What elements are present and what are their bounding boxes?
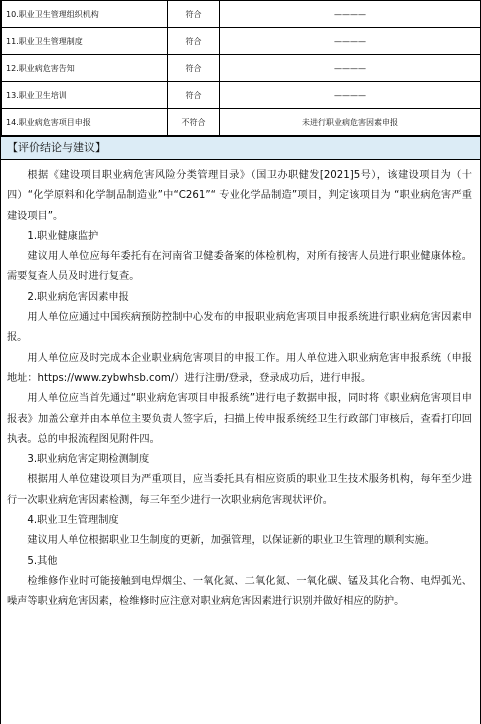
heading-health-monitoring: 1.职业健康监护: [27, 230, 99, 242]
section-header: 【评价结论与建议】: [1, 136, 480, 160]
note-cell: 未进行职业病危害因素申报: [220, 109, 481, 136]
intro-paragraph: 根据《建设项目职业病危害风险分类管理目录》（国卫办职健发[2021]5号），该建设项目为（十四）“化学原料和化学制品制造业”中“C261”“ 专业化学品制造”项目，判定该项目为 “职业病危害严重建设项目”。: [7, 170, 472, 222]
table-row: [2, 82, 481, 109]
item-name-cell: 10.职业卫生管理组织机构: [2, 1, 168, 28]
heading-periodic-testing: 3.职业病危害定期检测制度: [27, 454, 150, 466]
result-cell: 符合: [168, 55, 220, 82]
item-name-cell: 13.职业卫生培训: [2, 82, 168, 109]
paragraph-declaration-timely: 用人单位应及时完成本企业职业病危害项目的申报工作。用人单位进入职业病危害申报系统（申报地址：https://www.zybwhsb.com/）进行注册/登录，登录成功后，进行申报。: [7, 352, 472, 384]
heading-hazard-declaration: 2.职业病危害因素申报: [27, 291, 129, 303]
note-cell: ————: [220, 55, 481, 82]
evaluation-items-table: [1, 0, 481, 136]
heading-other: 5.其他: [27, 555, 58, 567]
conclusion-body: [1, 160, 480, 613]
paragraph-health-monitoring: 建议用人单位应每年委托有在河南省卫健委备案的体检机构，对所有接害人员进行职业健康体检。需要复查人员及时进行复查。: [7, 251, 472, 283]
result-cell: 不符合: [168, 109, 220, 136]
table-row: [2, 109, 481, 136]
result-cell: 符合: [168, 1, 220, 28]
paragraph-periodic-testing: 根据用人单位建设项目为严重项目，应当委托具有相应资质的职业卫生技术服务机构，每年至少进行一次职业病危害因素检测，每三年至少进行一次职业病危害现状评价。: [7, 474, 472, 506]
result-cell: 符合: [168, 28, 220, 55]
table-row: [2, 1, 481, 28]
item-name-cell: 14.职业病危害项目申报: [2, 109, 168, 136]
table-row: [2, 55, 481, 82]
paragraph-declaration-system: 用人单位应通过中国疾病预防控制中心发布的申报职业病危害项目申报系统进行职业病危害因素申报。: [7, 312, 472, 344]
note-cell: ————: [220, 82, 481, 109]
paragraph-management-system: 建议用人单位根据职业卫生制度的更新，加强管理，以保证新的职业卫生管理的顺利实施。: [27, 535, 435, 547]
item-name-cell: 11.职业卫生管理制度: [2, 28, 168, 55]
heading-management-system: 4.职业卫生管理制度: [27, 515, 119, 527]
note-cell: ————: [220, 1, 481, 28]
result-cell: 符合: [168, 82, 220, 109]
note-cell: ————: [220, 28, 481, 55]
item-name-cell: 12.职业病危害告知: [2, 55, 168, 82]
table-row: [2, 28, 481, 55]
paragraph-declaration-electronic: 用人单位应当首先通过“职业病危害项目申报系统”进行电子数据申报，同时将《职业病危害项目申报表》加盖公章并由本单位主要负责人签字后，扫描上传申报系统经卫生行政部门审核后，查看打印回执表。总的申报流程图见附件四。: [7, 393, 472, 445]
paragraph-other: 检维修作业时可能接触到电焊烟尘、一氧化氮、二氧化氮、一氧化碳、锰及其化合物、电焊弧光、噪声等职业病危害因素，检维修时应注意对职业病危害因素进行识别并做好相应的防护。: [7, 575, 472, 608]
